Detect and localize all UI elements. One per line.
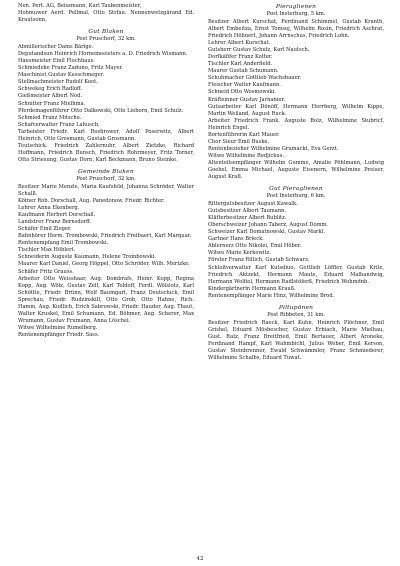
directory-entry: Schneid Otto Wosmowski. xyxy=(208,89,276,96)
directory-entry: Stellmachmeister Rudolf Koot. xyxy=(18,79,98,86)
directory-entry: Rentenempfänger Friedr. Sass. xyxy=(18,331,100,338)
directory-entry: Schmiedeke Franz Zaduno, Fritz Mayer. xyxy=(18,65,123,72)
directory-entry: Nen. Pert. AG, Beiszmann, Karl Taubenmeister, xyxy=(18,3,142,9)
directory-entry: Gartner Hans Brieck. xyxy=(208,236,264,243)
section-heading: Piltupönen xyxy=(278,304,314,311)
directory-entry: Rentenempfang Emil Trombowski. xyxy=(18,240,109,247)
section-heading: Gut Blaken xyxy=(88,29,124,36)
directory-entry: Bortenführerin Karl Mauer. xyxy=(208,131,280,138)
directory-entry: Arbeiter Otto Weisshaar, Aug. Dombrafs, Heinr. Kopp, Regina Kopp, Aug. Wölz, Gustav Zell, Karl Toldoff, Ferdl. Wölslotz, Karl Schöttle, Friedr. Brünn, Wolf Baumgart, Franz Deutschick, Emil Sprechau, Friedr. Rudzinskill, Otto Grob, Otto Hahne, Rich. Hamm, Aug. Kudlich, Erich Sabrowski, Friedr. Hauder, Aug. Thaut, Walter Kruskel, Emil Schumann, Ed. Böhmer, Aug. Scherer, Max Wrumann, Gustav Frumann, Anna Löschel. xyxy=(18,275,194,324)
directory-entry: Teutschick. Friedrich Zahlernuhr, Albert Zietzke, Richard Hoffmann, Friedrich Bunsch, Friedrich Rohrmeyer, Fritz Torner, Otto Striesung, Gustav Dorn, Karl Beckmann, Bruno Steinke. xyxy=(18,142,194,163)
directory-entry: Landstrer Franz Bernsdorff. xyxy=(18,219,92,226)
directory-entry: Deputandsun Heinrich Hornemeeisters a. D. Friedrich Wismann. xyxy=(18,51,188,58)
directory-entry: Pferdemagenführer Otto Dalkowski, Otto Lieborn, Emil Schulz. xyxy=(18,107,184,114)
directory-entry: Chor Sieur Emil Buske. xyxy=(208,138,270,145)
directory-entry: Witwe Wilhelmine Redjickus. xyxy=(208,152,284,159)
directory-entry: Schuhmacher Gottlieb Wachsbauer. xyxy=(208,75,302,82)
columns xyxy=(18,3,384,362)
directory-entry: Kläfterbesitzer Albert Bublitz. xyxy=(208,215,287,222)
section-heading: Gut Pieraglienen xyxy=(269,186,323,193)
directory-entry: Witwe Marie Kerkowitz. xyxy=(208,250,271,257)
directory-entry: Schneiderin Auguste Kaumann, Helene Trombowski. xyxy=(18,254,157,261)
directory-entry: Lehrer Anna Ekenberg. xyxy=(18,205,80,212)
section-heading: Pieraglienen xyxy=(275,4,317,10)
directory-entry: Besitzer Friedrich Raeck, Karl Kuhn, Heinrich Plöchner, Emil Grishel, Eduard Mösbescher, Gustav Erbiach, Marie Mielhau, Gust. Ratz, Franz Breitfried, Emil Bertauer, Albert Aroneke, Ferdinand Hampf, Karl Wahmbichl, Julius Weber, Emil Kerson, Gustav Steinbrenner, Ewald Schwämmler, Franz Schmiederer, Wilhelmine Schalbs, Eduard Tuwat. xyxy=(208,319,384,361)
directory-entry: Rentenempfänger Marie Hinz, Wilhelmine Brod. xyxy=(208,292,335,299)
directory-entry: Kaufmann Herbert Dorschall. xyxy=(18,212,96,219)
directory-entry: Altenteilsempfänger Wilhelm Gumme, Amalie Pöhlmann, Ludwig Goebel, Emma Michael, Auguste Eisenern, Wilhelmine Preiser, August Krafl. xyxy=(208,159,384,181)
directory-entry: Schweizer Karl Domatnowski, Gustav Markl. xyxy=(208,229,325,236)
directory-entry: Tischler Karl Anderfield. xyxy=(208,61,273,68)
directory-entry: Förster Franz Rillich, Gustab Schwarz. xyxy=(208,257,310,264)
directory-entry: Witwe Wilhelmine Rumelberg. xyxy=(18,324,98,331)
directory-entry: Rentenbezieher Wilhelmine Grumackt, Eva Gerzt. xyxy=(208,145,339,152)
directory-entry: Gutsarbeiter Karl Dönöff, Hermann Herrberg, Wilhelm Kippe, Martin Weiland, August Ruck. xyxy=(208,103,384,117)
directory-entry: Schwekeg Erich Radloff. xyxy=(18,86,83,93)
page-number: 42 xyxy=(196,556,204,562)
directory-entry: Tarbeister Friedr. Karl Roshrower, Adolf Poserwitz, Albert Heinrich, Otto Grosmann, Gustab Grosmann. xyxy=(18,128,194,142)
directory-entry: Gießmeister Albert Nod. xyxy=(18,93,82,100)
section-postal-info: Post Pruschorf, 32 km. xyxy=(76,36,136,43)
directory-entry: Schafverwalter Franz Lahusch. xyxy=(18,121,100,128)
directory-entry: Maurer Gustab Schumann. xyxy=(208,68,279,75)
directory-entry: Schäfer Emil Zieger. xyxy=(18,226,72,233)
directory-entry: Arbeiter Friedrich Frank, Auguste Rolz, Wilhelmine Stubricf, Heinrich Engel. xyxy=(208,117,384,131)
directory-entry: Kräfteinner Gustav Jarnanier. xyxy=(208,96,285,103)
section-postal-info: Post Insterburg, 6 km. xyxy=(266,193,326,200)
directory-entry: Maurer Karl Daniel, Georg Höppel, Otto Schröder, Wilh. Mertzke. xyxy=(18,261,190,268)
section-postal-info: Post Insterburg, 5 km. xyxy=(266,11,326,17)
directory-entry: Gutsbesitzer Albert Taumann. xyxy=(208,208,287,215)
section-heading: Gemeinde Blaken xyxy=(78,168,134,175)
directory-entry: Gutsherr Gustav Schulz, Karl Nautsch. xyxy=(208,47,310,54)
directory-entry: Dorfkäfifer Franz Kotter. xyxy=(208,54,273,61)
directory-entry: Rittergutsbesitzer August Kawalk. xyxy=(208,201,298,208)
directory-entry: Kötner Rob. Dorschall, Aug. Panedonow, Friedr. Richter. xyxy=(18,198,165,205)
directory-entry: Tischler Max Höblert. xyxy=(18,247,76,254)
directory-entry: Schloßverwalter Karl Kutsdiuo, Gottlieb Löffler, Gustab Krile, Friedrich Aktzekt, Hermann Maute, Eduard Malhandwig, Hermann Wolfiel, Hermann Radlstöferß, Friedrich Wohmdnb. xyxy=(208,264,384,285)
directory-entry: Fleischer Walter Kaufmann. xyxy=(208,82,281,89)
left-column xyxy=(18,3,194,362)
directory-entry: Kindergärtnerin Hermann Krauß. xyxy=(208,285,296,292)
directory-entry: Maschinist Gustav Kusschmeger. xyxy=(18,72,105,79)
directory-entry: Hausmeister Emil Flochhaus. xyxy=(18,58,95,65)
directory-entry: Besitzer Albert Kurschat, Ferdinand Schimmel, Gustab Kranth, Albert Embeitza, Ernst Tomsoj, Wilhelm Rosin, Friedrich Aschrat, Friedrich Höhnert, Johann Arrnschus, Friedrich Lohn. xyxy=(208,19,384,40)
directory-entry: Oberschweizer Johann Taberz, August Domm. xyxy=(208,222,328,229)
directory-entry: Schäfer Fritz Grauss. xyxy=(18,268,74,275)
directory-entry: Bahnhörer Herm. Trombowski, Friedrich Freibaert, Karl Marquar. xyxy=(18,233,192,240)
directory-entry: Lehrer Albert Kurschat. xyxy=(208,40,271,47)
directory-entry: Hohmuwer Aerd. Pellmal, Otto Strfau. Nennenwetzgärand Ed. Krautsonn. xyxy=(18,10,194,24)
directory-entry: Schnitter Franz Mielhma. xyxy=(18,100,86,107)
section-postal-info: Post Pruschorf, 32 km. xyxy=(76,175,136,182)
directory-entry: Besitzer Marie Menzle, Maria Kaufsfeld, Johanna Schröder, Walter Schalß. xyxy=(18,183,194,197)
directory-entry: Abmillerischer Dams Bärige. xyxy=(18,44,94,51)
directory-entry: Ablernerz Otto Nikolei, Emil Höber. xyxy=(208,243,302,250)
section-postal-info: Post Ribbeten, 31 km. xyxy=(267,311,325,318)
right-column xyxy=(208,3,384,362)
directory-entry: Schmied Franz Mitsche. xyxy=(18,114,82,121)
